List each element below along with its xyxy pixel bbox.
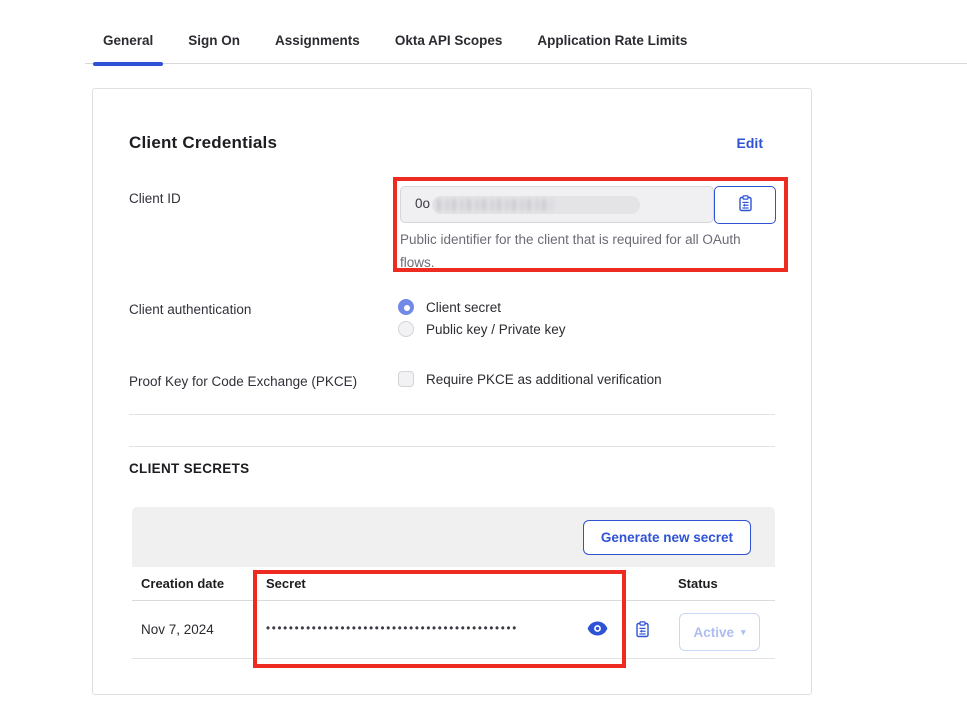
tab-assignments[interactable]: Assignments — [275, 33, 360, 48]
pkce-checkbox-label[interactable]: Require PKCE as additional verification — [426, 371, 662, 387]
secret-table-row — [132, 601, 775, 659]
client-credentials-panel — [92, 88, 812, 695]
status-dropdown[interactable] — [679, 613, 760, 651]
generate-new-secret-button[interactable]: Generate new secret — [583, 520, 751, 555]
client-id-input[interactable] — [400, 186, 714, 223]
secrets-table-header — [132, 567, 775, 601]
radio-client-secret-label[interactable]: Client secret — [426, 299, 502, 315]
copy-client-id-button[interactable] — [714, 186, 776, 224]
tab-okta-api-scopes[interactable]: Okta API Scopes — [394, 33, 503, 48]
client-id-visible-text: 0o — [415, 196, 431, 211]
secret-masked-value: •••••••••••••••••••••••••••••••••••••••••••• — [266, 623, 518, 635]
section-title: Client Credentials — [129, 133, 278, 152]
client-id-label: Client ID — [129, 191, 181, 206]
caret-down-icon: ▾ — [741, 626, 746, 637]
clipboard-copy-icon — [738, 195, 753, 215]
client-secrets-toolbar — [132, 507, 775, 567]
radio-row-public-key — [398, 321, 566, 337]
client-id-redaction-blur — [432, 196, 640, 214]
secret-creation-date: Nov 7, 2024 — [141, 622, 214, 637]
pkce-checkbox-row — [398, 371, 662, 387]
edit-link[interactable]: Edit — [736, 135, 763, 151]
client-auth-label: Client authentication — [129, 302, 252, 317]
radio-public-private-key-label[interactable]: Public key / Private key — [426, 321, 566, 337]
pkce-label: Proof Key for Code Exchange (PKCE) — [129, 374, 358, 389]
reveal-secret-button[interactable] — [587, 621, 609, 639]
tab-general[interactable]: General — [93, 24, 163, 64]
divider-bottom — [129, 446, 775, 447]
app-tab-bar — [85, 24, 967, 64]
client-id-help-text: Public identifier for the client that is required for all OAuth flows. — [400, 232, 741, 270]
client-secrets-heading: CLIENT SECRETS — [129, 461, 250, 476]
divider-top — [129, 414, 775, 415]
tab-application-rate-limits[interactable]: Application Rate Limits — [537, 33, 688, 48]
status-label: Active — [693, 624, 734, 640]
pkce-checkbox[interactable] — [398, 371, 414, 387]
tab-sign-on[interactable]: Sign On — [188, 33, 241, 48]
radio-client-secret[interactable] — [398, 299, 414, 315]
radio-public-private-key[interactable] — [398, 321, 414, 337]
copy-secret-button[interactable] — [635, 621, 653, 639]
client-id-field-row — [400, 186, 776, 224]
clipboard-copy-icon — [635, 625, 650, 642]
column-header-secret: Secret — [266, 576, 306, 591]
column-header-status: Status — [678, 576, 718, 591]
eye-icon — [587, 623, 608, 640]
radio-row-client-secret — [398, 299, 501, 315]
column-header-creation-date: Creation date — [141, 576, 225, 591]
